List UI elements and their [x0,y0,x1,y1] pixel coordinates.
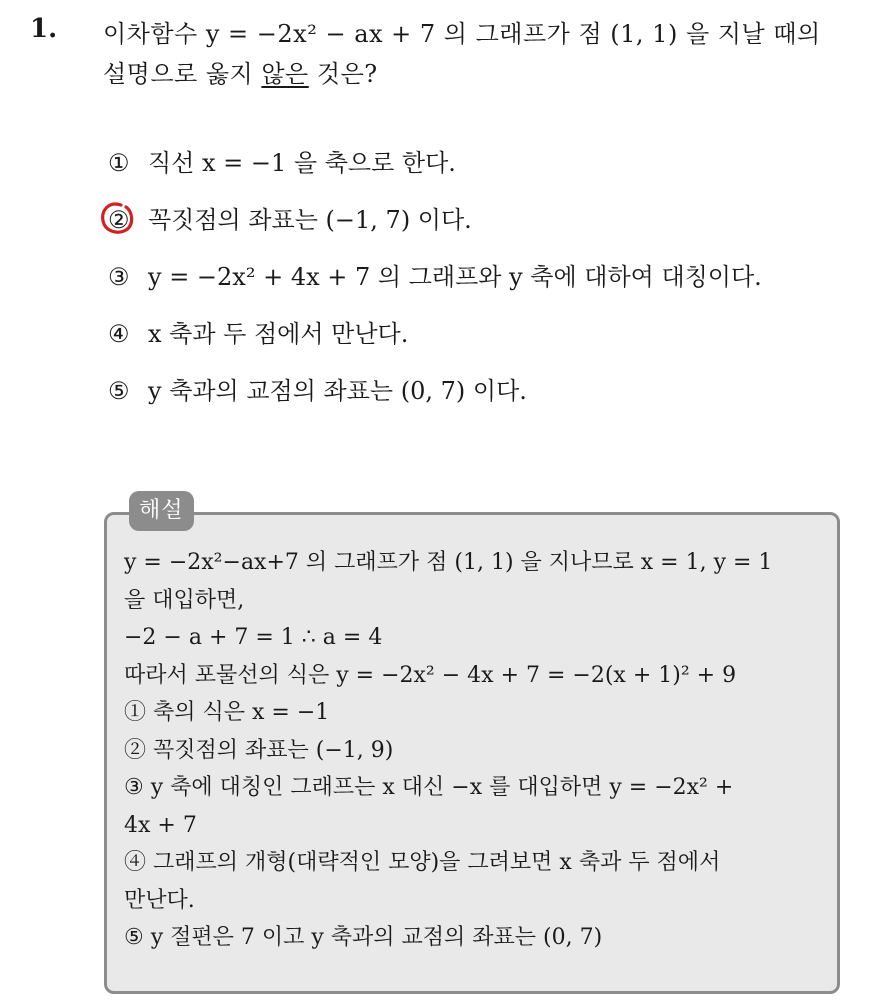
choice-text: y = −2x² + 4x + 7 의 그래프와 y 축에 대하여 대칭이다. [148,263,762,291]
choice-text: y 축과의 교점의 좌표는 (0, 7) 이다. [148,377,527,405]
solution-tag: 해설 [129,491,194,531]
question-line-2-suffix: 것은? [308,60,378,88]
choice-number: ② [108,206,130,234]
choice-4[interactable] [108,314,762,371]
solution-line: −2 − a + 7 = 1 ∴ a = 4 [124,625,383,650]
red-circle-mark-icon [99,200,135,236]
solution-line: 따라서 포물선의 식은 y = −2x² − 4x + 7 = −2(x + 1)² + 9 [124,662,737,688]
solution-line: ③ y 축에 대칭인 그래프는 x 대신 −x 를 대입하면 y = −2x² + [124,775,734,800]
choice-text: 직선 x = −1 을 축으로 한다. [148,149,456,177]
question-text [103,14,873,94]
solution-text [124,544,824,957]
solution-line: 4x + 7 [124,812,197,838]
question-line-2-prefix: 설명으로 옳지 [103,60,262,88]
question-line-2 [103,54,873,94]
question-line-1: 이차함수 y = −2x² − ax + 7 의 그래프가 점 (1, 1) 을 지날 때의 [103,20,821,48]
solution-line: ⑤ y 절편은 7 이고 y 축과의 교점의 좌표는 (0, 7) [124,925,603,950]
choice-number: ⑤ [108,377,130,405]
solution-line: ① 축의 식은 x = −1 [124,700,330,725]
choice-1[interactable] [108,143,762,200]
choice-number: ① [108,149,130,177]
choice-3[interactable] [108,257,762,314]
answer-choices [108,143,762,428]
solution-line: y = −2x²−ax+7 의 그래프가 점 (1, 1) 을 지나므로 x = 1, y = 1 [124,550,773,575]
solution-line: ④ 그래프의 개형(대략적인 모양)을 그려보면 x 축과 두 점에서 [124,850,721,875]
solution-line: ② 꼭짓점의 좌표는 (−1, 9) [124,737,394,763]
choice-5[interactable] [108,371,762,428]
choice-2[interactable] [108,200,762,257]
choice-number: ④ [108,320,130,348]
choice-number: ③ [108,263,130,291]
choice-text: 꼭짓점의 좌표는 (−1, 7) 이다. [148,206,472,234]
underlined-word: 않은 [261,60,309,88]
solution-line: 만난다. [124,887,195,913]
question-number: 1. [30,14,58,44]
solution-line: 을 대입하면, [124,587,245,613]
choice-text: x 축과 두 점에서 만난다. [148,320,409,348]
